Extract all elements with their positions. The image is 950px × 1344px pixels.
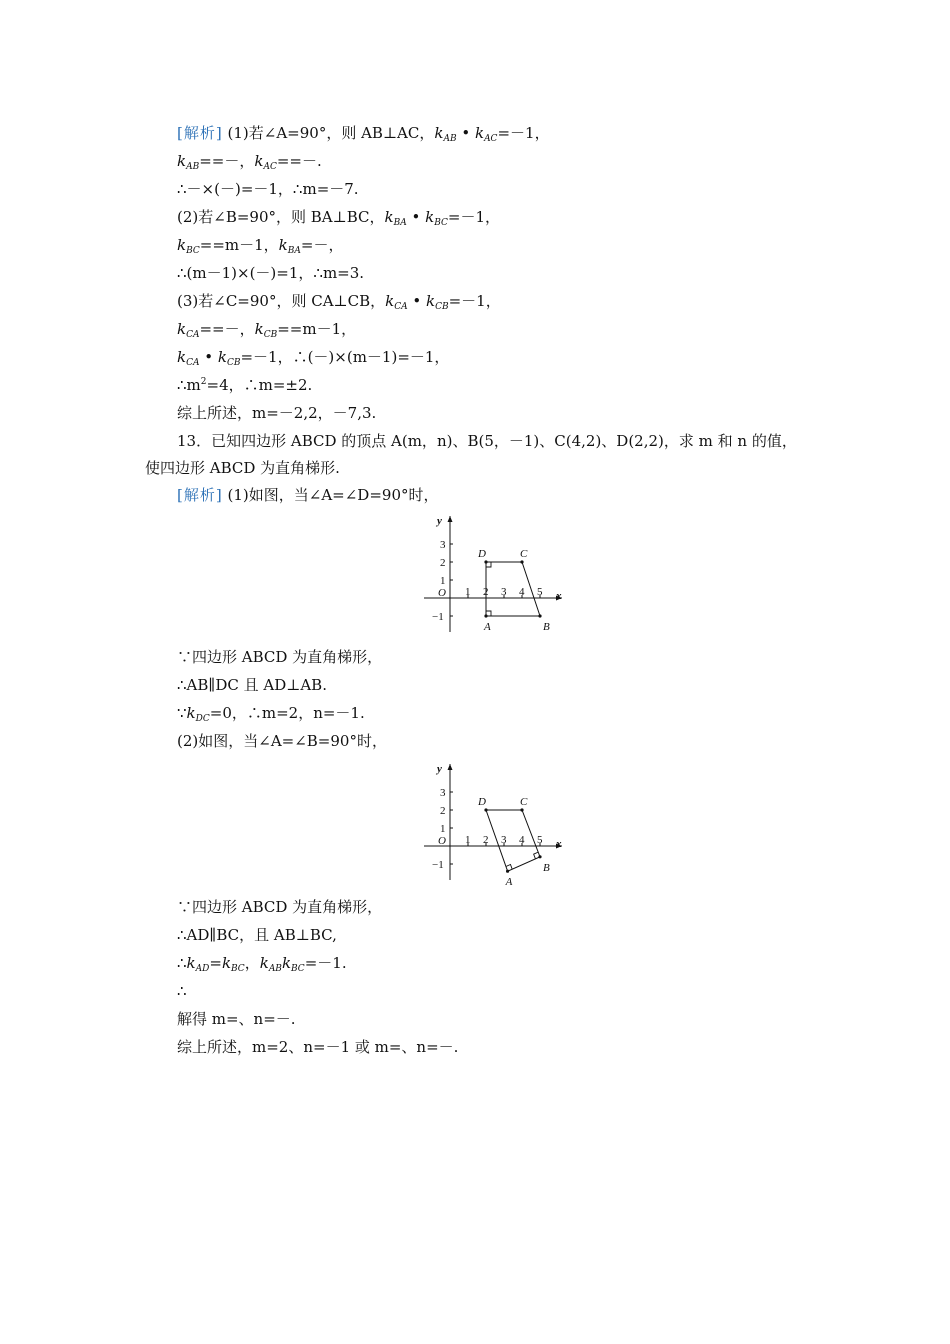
part3-line4: $\therefore m^2=4$，∴m=±2. <box>177 376 313 394</box>
fig2-x-tick-label: 1 <box>465 834 471 846</box>
sol13-case2-a: ∵四边形 ABCD 为直角梯形， <box>177 898 383 916</box>
fig1-quadrilateral <box>486 562 540 616</box>
part3-line3: $k_{CA}$ • $k_{CB}=-1$，∴(－)×(m－1)=－1， <box>177 348 450 368</box>
sol13-case2-d: ∴ <box>177 982 187 1000</box>
fig1-y-tick-label: −1 <box>432 611 444 623</box>
part2-line3: ∴(m－1)×(－)=1，∴m=3. <box>177 264 365 282</box>
fig2-point-D <box>484 808 487 811</box>
part2-line2: $k_{BC}==m-1$，$k_{BA}=-$， <box>177 236 344 256</box>
fig1-x-tick-label: 3 <box>501 586 507 598</box>
fig1-y-axis-label: y <box>437 515 442 527</box>
analysis-tag: [ 解析 ] <box>177 124 223 142</box>
sol13-case2-e: 解得 m=、n=－. <box>177 1010 296 1028</box>
problem13-line2: 使四边形 ABCD 为直角梯形. <box>145 459 340 477</box>
sol13-case1-b: ∴AB∥DC 且 AD⊥AB. <box>177 676 327 694</box>
sol13-case1-intro: [ 解析 ] (1)如图，当∠A=∠D=90°时， <box>177 484 438 506</box>
fig1-x-axis-label: x <box>556 590 562 602</box>
figure2 <box>420 760 570 889</box>
fig2-y-tick-label: −1 <box>432 859 444 871</box>
fig1-point-D <box>484 560 487 563</box>
fig2-label-B: B <box>543 861 550 874</box>
fig2-origin-label: O <box>438 835 446 847</box>
fig2-y-tick-label: 1 <box>440 823 446 835</box>
fig1-x-tick-label: 2 <box>483 586 489 598</box>
sol13-case2-c: $\therefore k_{AD}=k_{BC}$，$k_{AB}k_{BC}=-1$. <box>177 954 347 974</box>
fig2-x-axis-label: x <box>556 838 562 850</box>
fig1-origin-label: O <box>438 587 446 599</box>
fig1-label-B: B <box>543 621 550 633</box>
part2-line1: (2)若∠B=90°，则 BA⊥BC，$k_{BA}$ • $k_{BC}=-1$， <box>177 208 501 228</box>
fig1-y-tick-label: 2 <box>440 557 446 569</box>
fig1-x-tick-label: 5 <box>537 586 543 598</box>
fig2-x-tick-label: 5 <box>537 834 543 846</box>
sol13-case1-c: $\because k_{DC}=0$，∴m=2，n=－1. <box>177 704 365 724</box>
fig2-label-C: C <box>520 796 528 808</box>
fig2-point-C <box>520 808 523 811</box>
fig1-label-C: C <box>520 548 528 560</box>
fig1-x-tick-label: 4 <box>519 586 525 598</box>
fig1-y-tick-label: 3 <box>440 539 446 551</box>
fig1-point-C <box>520 560 523 563</box>
fig2-point-B <box>538 855 541 858</box>
fig2-point-A <box>506 870 509 873</box>
sol13-case2-intro: (2)如图，当∠A=∠B=90°时， <box>177 732 387 750</box>
problem13-line1: 13．已知四边形 ABCD 的顶点 A(m，n)、B(5，－1)、C(4,2)、D(2,2)，求 m 和 n 的值， <box>177 432 797 450</box>
analysis-tag-2: [ 解析 ] <box>177 486 223 504</box>
part3-line2: $k_{CA}==-$，$k_{CB}==m-1$， <box>177 320 357 340</box>
fig2-label-A: A <box>505 876 513 889</box>
figure1 <box>420 512 570 637</box>
fig2-quadrilateral <box>486 810 540 871</box>
figure1-graph <box>420 512 570 637</box>
figure2-graph <box>420 760 570 889</box>
fig1-point-B <box>538 614 541 617</box>
summary2: 综上所述，m=2、n=－1 或 m=、n=－. <box>177 1038 459 1056</box>
fig2-y-arrow <box>448 764 453 770</box>
fig1-x-tick-label: 1 <box>465 586 471 598</box>
part1-line1: [ 解析 ] (1)若∠A=90°，则 AB⊥AC，$k_{AB}$ • $k_{AC}=-1$， <box>177 122 550 144</box>
fig2-x-tick-label: 3 <box>501 834 507 846</box>
fig2-label-D: D <box>478 796 486 808</box>
part3-line1: (3)若∠C=90°，则 CA⊥CB，$k_{CA}$ • $k_{CB}=-1$， <box>177 292 501 312</box>
sol13-case2-b: ∴AD∥BC，且 AB⊥BC, <box>177 926 337 944</box>
fig1-label-A: A <box>484 621 491 633</box>
fig1-y-arrow <box>448 516 453 522</box>
fig2-x-tick-label: 4 <box>519 834 525 846</box>
fig2-y-tick-label: 3 <box>440 787 446 799</box>
summary1: 综上所述，m=－2,2，－7,3. <box>177 404 377 422</box>
fig2-x-tick-label: 2 <box>483 834 489 846</box>
fig1-point-A <box>484 614 487 617</box>
part1-line3: ∴－×(－)=－1，∴m=－7. <box>177 180 359 198</box>
sol13-case1-a: ∵四边形 ABCD 为直角梯形， <box>177 648 383 666</box>
fig1-label-D: D <box>478 548 486 560</box>
fig1-y-tick-label: 1 <box>440 575 446 587</box>
fig2-y-axis-label: y <box>437 763 442 775</box>
part1-line2: $k_{AB}==-$，$k_{AC}==-$. <box>177 152 322 172</box>
fig2-y-tick-label: 2 <box>440 805 446 817</box>
